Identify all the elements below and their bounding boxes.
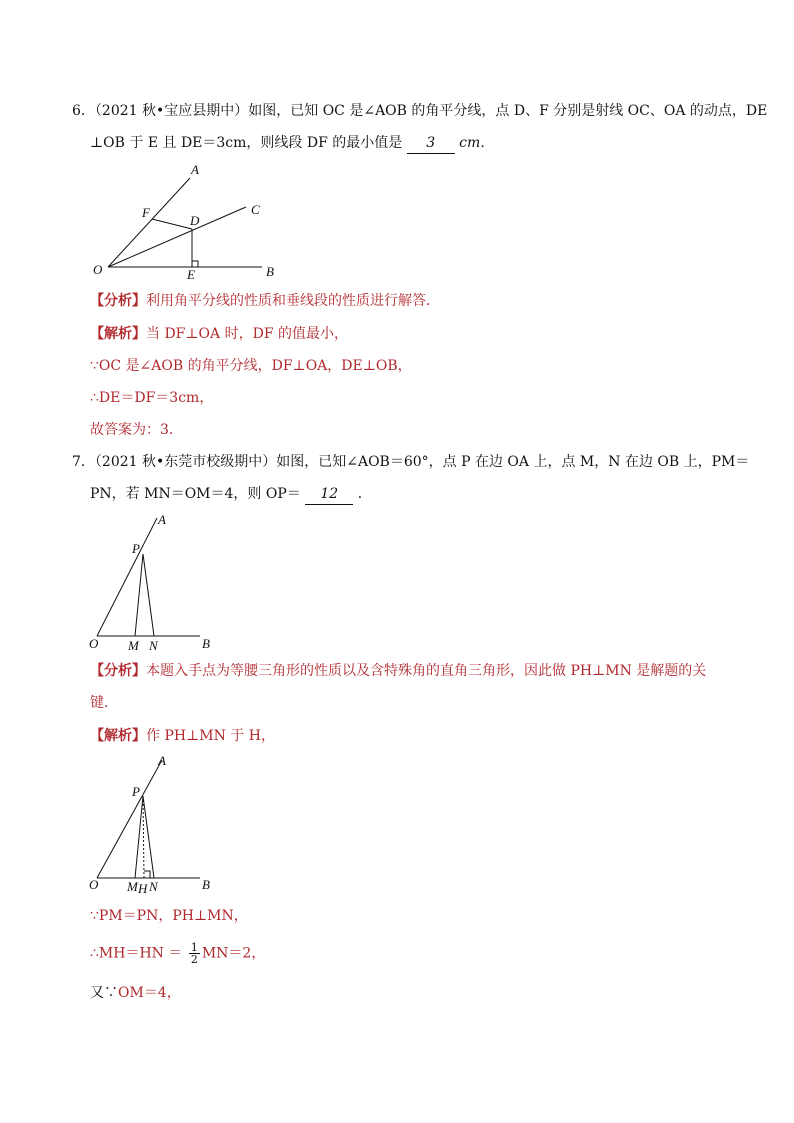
q7-solution-text4-pre: 又∵ xyxy=(90,985,118,1001)
q7-fig1-label-n: N xyxy=(149,638,158,653)
q6-answer: 3 xyxy=(426,135,436,151)
q7-fig2-label-n: N xyxy=(149,879,158,894)
q6-unit: cm． xyxy=(459,135,495,151)
q7-fig2-label-b: B xyxy=(202,877,210,892)
q6-solution-line2: ∵OC 是∠AOB 的角平分线，DF⊥OA，DE⊥OB， xyxy=(90,358,412,374)
q6-label-e: E xyxy=(187,267,195,282)
q7-stem-end: ． xyxy=(357,486,372,502)
q6-solution-line3: ∴DE＝DF＝3cm， xyxy=(90,390,214,406)
q7-fig2-segment-pn xyxy=(143,796,154,878)
q6-stem-line2-text: ⊥OB 于 E 且 DE＝3cm，则线段 DF 的最小值是 xyxy=(90,135,403,151)
q7-solution-text3: ∴MH＝HN ＝ xyxy=(90,945,183,962)
q6-label-a: A xyxy=(191,162,199,177)
q6-analysis-text: 利用角平分线的性质和垂线段的性质进行解答． xyxy=(146,293,440,309)
q6-analysis-tag: 【分析】 xyxy=(90,293,146,309)
q7-fraction-numerator: 1 xyxy=(190,941,198,954)
q7-solution-text3-end: MN＝2， xyxy=(201,945,266,962)
q7-fig2-label-o: O xyxy=(89,877,99,892)
q7-solution-text4-red: OM＝4， xyxy=(118,985,181,1001)
q7-fraction-denominator: 2 xyxy=(190,953,198,966)
q7-fig2-right-angle-mark xyxy=(144,871,150,878)
q7-fig2-label-p: P xyxy=(132,784,140,799)
q6-solution-tag: 【解析】 xyxy=(90,326,146,342)
q7-solution-line2: ∵PM＝PN，PH⊥MN， xyxy=(90,908,248,924)
q6-label-d: D xyxy=(190,213,200,228)
q6-label-o: O xyxy=(93,262,103,277)
q7-fraction-half xyxy=(189,942,200,965)
q6-label-b: B xyxy=(266,264,274,279)
q7-stem-line1: 7．（2021 秋•东莞市校级期中）如图，已知∠AOB＝60°，点 P 在边 OA 上，点 M，N 在边 OB 上，PM＝ xyxy=(72,454,750,470)
q6-stem-line1: 6．（2021 秋•宝应县期中）如图，已知 OC 是∠AOB 的角平分线，点 D、F 分别是射线 OC、OA 的动点，DE xyxy=(72,103,768,119)
q6-solution-text1: 当 DF⊥OA 时，DF 的值最小， xyxy=(146,326,348,342)
q7-answer: 12 xyxy=(320,486,339,502)
q7-fig1-label-b: B xyxy=(202,636,210,651)
q7-fig2-segment-pm xyxy=(135,796,143,878)
q6-label-f: F xyxy=(142,205,150,220)
q7-fig2-segment-ph-dashed xyxy=(143,796,144,878)
q7-analysis-text1: 本题入手点为等腰三角形的性质以及含特殊角的直角三角形，因此做 PH⊥MN 是解题的关 xyxy=(146,663,707,679)
q7-fig2-label-h: H xyxy=(138,881,148,896)
q7-fig1-label-m: M xyxy=(128,638,139,653)
q7-fig1-label-o: O xyxy=(89,636,99,651)
q7-fig1-label-p: P xyxy=(132,541,140,556)
q7-fig1-label-a: A xyxy=(158,512,166,527)
q7-fig2-ray-oa xyxy=(97,760,162,878)
q7-fig2-label-a: A xyxy=(158,753,166,768)
q6-label-c: C xyxy=(251,202,260,217)
q7-solution-line4 xyxy=(90,983,181,1003)
q7-solution-tag: 【解析】 xyxy=(90,728,146,744)
q7-stem-line2-text: PN，若 MN＝OM＝4，则 OP＝ xyxy=(90,486,301,502)
q7-solution-text1: 作 PH⊥MN 于 H， xyxy=(146,728,275,744)
q7-analysis-tag: 【分析】 xyxy=(90,663,146,679)
q7-fig2-label-m: M xyxy=(127,879,138,894)
q6-final-answer: 故答案为：3． xyxy=(90,422,183,438)
q7-solution-line3 xyxy=(90,942,265,965)
q7-analysis-line2: 键． xyxy=(90,695,118,711)
